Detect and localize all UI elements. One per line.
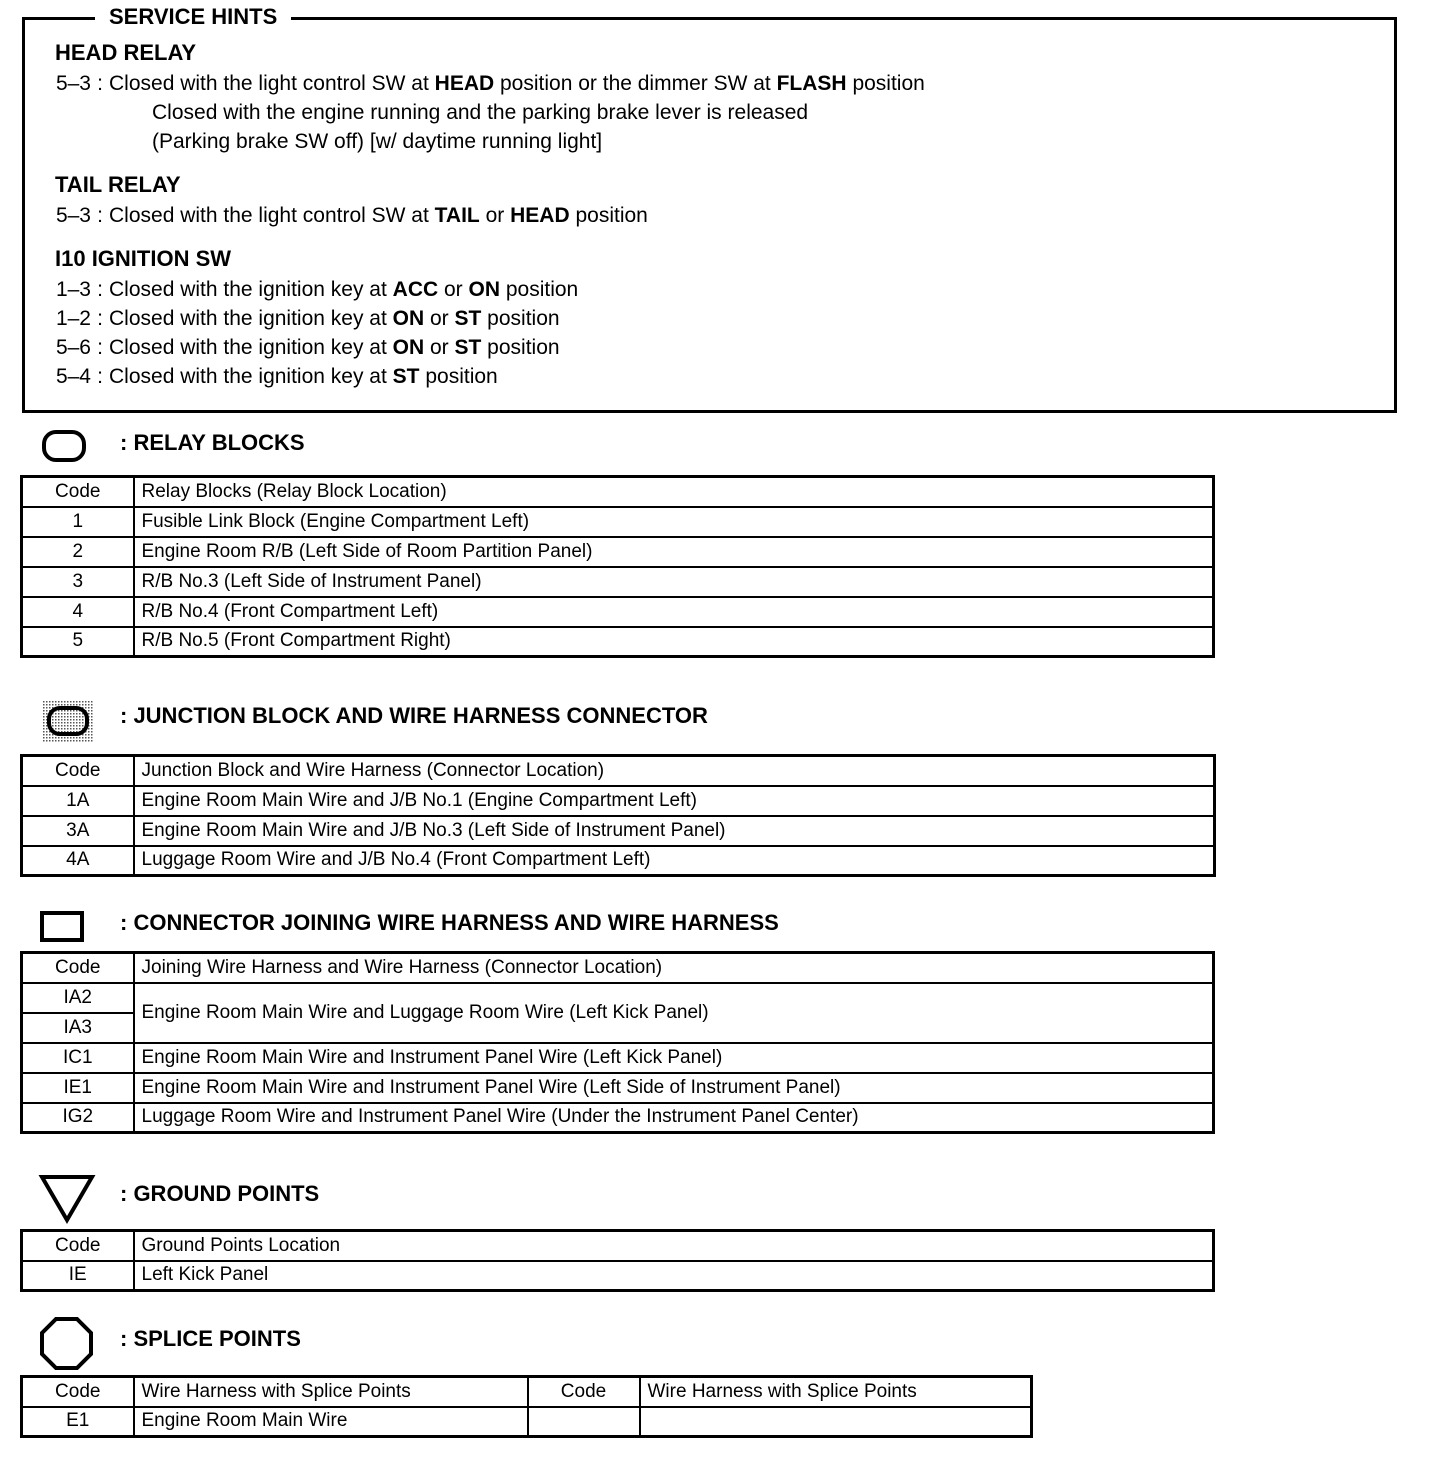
head-relay-heading: HEAD RELAY: [55, 40, 196, 65]
ignition-line-2: 1–2 : Closed with the ignition key at ON or ST position: [55, 307, 560, 330]
ignition-line-3: 5–6 : Closed with the ignition key at ON or ST position: [55, 336, 560, 359]
junction-block-table: [20, 754, 1216, 877]
head-relay-line-2: Closed with the engine running and the parking brake lever is released: [152, 101, 809, 124]
table-row: IA2 Engine Room Main Wire and Luggage Room Wire (Left Kick Panel): [22, 983, 1214, 1013]
connector-table: [20, 951, 1215, 1134]
connector-title: : CONNECTOR JOINING WIRE HARNESS AND WIRE HARNESS: [120, 910, 779, 935]
service-hints-title: SERVICE HINTS: [95, 4, 291, 30]
ignition-sw-heading: I10 IGNITION SW: [55, 246, 232, 271]
table-row: 3 R/B No.3 (Left Side of Instrument Panel): [22, 567, 1214, 597]
table-row: 5 R/B No.5 (Front Compartment Right): [22, 627, 1214, 657]
table-row: IE1 Engine Room Main Wire and Instrument Panel Wire (Left Side of Instrument Panel): [22, 1073, 1214, 1103]
table-row: IG2 Luggage Room Wire and Instrument Panel Wire (Under the Instrument Panel Center): [22, 1103, 1214, 1133]
head-relay-line-3: (Parking brake SW off) [w/ daytime running light]: [152, 130, 603, 153]
splice-points-table: [20, 1375, 1033, 1438]
ignition-line-1: 1–3 : Closed with the ignition key at ACC or ON position: [55, 278, 579, 301]
junction-block-symbol-icon: [40, 698, 98, 746]
relay-block-symbol-icon: [40, 428, 90, 466]
head-relay-line-1: 5–3 : Closed with the light control SW at HEAD position or the dimmer SW at FLASH position: [33, 72, 925, 96]
splice-points-title: : SPLICE POINTS: [120, 1326, 301, 1351]
relay-blocks-table: [20, 475, 1215, 658]
table-header-row: Code Ground Points Location: [22, 1231, 1214, 1261]
junction-block-title: : JUNCTION BLOCK AND WIRE HARNESS CONNECTOR: [120, 703, 708, 728]
pin-label: 5–3: [55, 72, 91, 95]
table-row: 3A Engine Room Main Wire and J/B No.3 (Left Side of Instrument Panel): [22, 816, 1215, 846]
table-row: E1 Engine Room Main Wire: [22, 1407, 1032, 1437]
table-header-row: Code Wire Harness with Splice Points Code Wire Harness with Splice Points: [22, 1377, 1032, 1407]
ground-point-triangle-icon: [38, 1172, 98, 1224]
table-header-row: Code Junction Block and Wire Harness (Connector Location): [22, 756, 1215, 786]
table-row: 1A Engine Room Main Wire and J/B No.1 (Engine Compartment Left): [22, 786, 1215, 816]
relay-blocks-title: : RELAY BLOCKS: [120, 430, 305, 455]
ignition-line-4: 5–4 : Closed with the ignition key at ST position: [55, 365, 498, 388]
table-row: IE Left Kick Panel: [22, 1261, 1214, 1291]
table-row: 2 Engine Room R/B (Left Side of Room Partition Panel): [22, 537, 1214, 567]
table-row: 4A Luggage Room Wire and J/B No.4 (Front Compartment Left): [22, 846, 1215, 876]
table-row: 1 Fusible Link Block (Engine Compartment Left): [22, 507, 1214, 537]
table-row: IA3: [22, 1013, 1214, 1043]
table-row: IC1 Engine Room Main Wire and Instrument Panel Wire (Left Kick Panel): [22, 1043, 1214, 1073]
table-header-row: Code Joining Wire Harness and Wire Harness (Connector Location): [22, 953, 1214, 983]
connector-symbol-icon: [40, 910, 86, 944]
splice-point-octagon-icon: [38, 1316, 96, 1372]
table-header-row: Code Relay Blocks (Relay Block Location): [22, 477, 1214, 507]
table-row: 4 R/B No.4 (Front Compartment Left): [22, 597, 1214, 627]
tail-relay-line-1: 5–3 : Closed with the light control SW at TAIL or HEAD position: [55, 204, 648, 227]
ground-points-table: [20, 1229, 1215, 1292]
ground-points-title: : GROUND POINTS: [120, 1181, 320, 1206]
tail-relay-heading: TAIL RELAY: [55, 172, 181, 197]
